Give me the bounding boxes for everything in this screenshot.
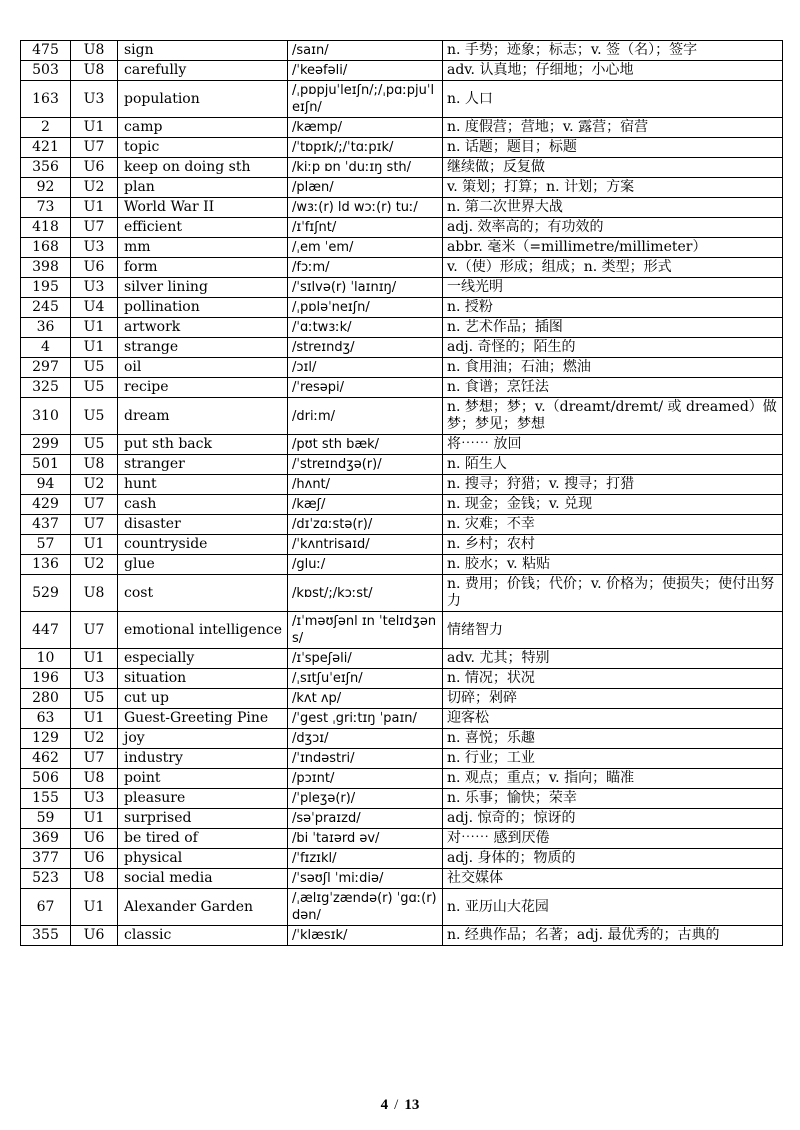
definition: 将⋯⋯ 放回 [443, 435, 783, 455]
definition: n. 话题；题目；标题 [443, 138, 783, 158]
entry-number: 377 [21, 849, 71, 869]
word: pollination [118, 298, 288, 318]
phonetic: /bi ˈtaɪərd əv/ [288, 829, 443, 849]
word: population [118, 81, 288, 118]
unit-label: U8 [71, 575, 118, 612]
word: especially [118, 649, 288, 669]
word: put sth back [118, 435, 288, 455]
phonetic: /plæn/ [288, 178, 443, 198]
definition: adj. 身体的；物质的 [443, 849, 783, 869]
word: point [118, 769, 288, 789]
phonetic: /ˈfɪzɪkl/ [288, 849, 443, 869]
unit-label: U1 [71, 535, 118, 555]
entry-number: 369 [21, 829, 71, 849]
definition: n. 现金；金钱；v. 兑现 [443, 495, 783, 515]
entry-number: 506 [21, 769, 71, 789]
unit-label: U1 [71, 709, 118, 729]
word: social media [118, 869, 288, 889]
definition: n. 灾难；不幸 [443, 515, 783, 535]
table-row [21, 495, 783, 515]
entry-number: 462 [21, 749, 71, 769]
vocabulary-page [20, 40, 782, 946]
definition: 社交媒体 [443, 869, 783, 889]
word: artwork [118, 318, 288, 338]
unit-label: U8 [71, 455, 118, 475]
unit-label: U3 [71, 81, 118, 118]
definition: n. 乐事；愉快；荣幸 [443, 789, 783, 809]
definition: abbr. 毫米（=millimetre/millimeter） [443, 238, 783, 258]
entry-number: 523 [21, 869, 71, 889]
definition: n. 度假营；营地；v. 露营；宿营 [443, 118, 783, 138]
entry-number: 356 [21, 158, 71, 178]
entry-number: 299 [21, 435, 71, 455]
table-row [21, 535, 783, 555]
table-row [21, 926, 783, 946]
unit-label: U8 [71, 61, 118, 81]
phonetic: /dɪˈzɑːstə(r)/ [288, 515, 443, 535]
phonetic: /ˈsɪlvə(r) ˈlaɪnɪŋ/ [288, 278, 443, 298]
table-row [21, 789, 783, 809]
entry-number: 10 [21, 649, 71, 669]
word: World War II [118, 198, 288, 218]
phonetic: /kæmp/ [288, 118, 443, 138]
unit-label: U5 [71, 378, 118, 398]
definition: 对⋯⋯ 感到厌倦 [443, 829, 783, 849]
table-row [21, 81, 783, 118]
unit-label: U3 [71, 789, 118, 809]
vocabulary-table [20, 40, 783, 946]
unit-label: U8 [71, 41, 118, 61]
entry-number: 73 [21, 198, 71, 218]
phonetic: /kæʃ/ [288, 495, 443, 515]
table-row [21, 889, 783, 926]
definition: n. 人口 [443, 81, 783, 118]
table-row [21, 378, 783, 398]
word: joy [118, 729, 288, 749]
unit-label: U6 [71, 158, 118, 178]
word: camp [118, 118, 288, 138]
definition: n. 费用；价钱；代价；v. 价格为；使损失；使付出努力 [443, 575, 783, 612]
table-row [21, 158, 783, 178]
word: classic [118, 926, 288, 946]
definition: n. 手势；迹象；标志；v. 签（名）；签字 [443, 41, 783, 61]
entry-number: 63 [21, 709, 71, 729]
phonetic: /ˈresəpi/ [288, 378, 443, 398]
unit-label: U6 [71, 926, 118, 946]
phonetic: /gluː/ [288, 555, 443, 575]
table-row [21, 178, 783, 198]
phonetic: /ˈɪndəstri/ [288, 749, 443, 769]
word: mm [118, 238, 288, 258]
table-row [21, 61, 783, 81]
definition: n. 梦想；梦；v.（dreamt/dremt/ 或 dreamed）做梦；梦见；梦想 [443, 398, 783, 435]
entry-number: 36 [21, 318, 71, 338]
unit-label: U7 [71, 495, 118, 515]
phonetic: /dʒɔɪ/ [288, 729, 443, 749]
entry-number: 297 [21, 358, 71, 378]
table-row [21, 729, 783, 749]
word: keep on doing sth [118, 158, 288, 178]
definition: n. 陌生人 [443, 455, 783, 475]
definition: n. 授粉 [443, 298, 783, 318]
entry-number: 447 [21, 612, 71, 649]
page-separator: / [394, 1097, 399, 1113]
phonetic: /kɒst/;/kɔːst/ [288, 575, 443, 612]
definition: n. 胶水；v. 粘贴 [443, 555, 783, 575]
entry-number: 503 [21, 61, 71, 81]
table-row [21, 435, 783, 455]
table-row [21, 829, 783, 849]
table-row [21, 612, 783, 649]
word: silver lining [118, 278, 288, 298]
phonetic: /pʊt sth bæk/ [288, 435, 443, 455]
phonetic: /ˈɑːtwɜːk/ [288, 318, 443, 338]
page-number: 4 [380, 1097, 389, 1113]
unit-label: U1 [71, 118, 118, 138]
unit-label: U2 [71, 475, 118, 495]
unit-label: U1 [71, 889, 118, 926]
table-row [21, 809, 783, 829]
definition: n. 艺术作品；插图 [443, 318, 783, 338]
phonetic: /ɪˈfɪʃnt/ [288, 218, 443, 238]
word: emotional intelligence [118, 612, 288, 649]
phonetic: /ˈsəʊʃl ˈmiːdiə/ [288, 869, 443, 889]
phonetic: /pɔɪnt/ [288, 769, 443, 789]
definition: n. 喜悦；乐趣 [443, 729, 783, 749]
word: glue [118, 555, 288, 575]
table-row [21, 358, 783, 378]
entry-number: 421 [21, 138, 71, 158]
unit-label: U3 [71, 238, 118, 258]
unit-label: U3 [71, 669, 118, 689]
unit-label: U5 [71, 435, 118, 455]
phonetic: /səˈpraɪzd/ [288, 809, 443, 829]
phonetic: /wɜː(r) ld wɔː(r) tuː/ [288, 198, 443, 218]
unit-label: U4 [71, 298, 118, 318]
definition: n. 食用油；石油；燃油 [443, 358, 783, 378]
unit-label: U8 [71, 769, 118, 789]
word: efficient [118, 218, 288, 238]
page-total: 13 [404, 1097, 420, 1113]
definition: 一线光明 [443, 278, 783, 298]
table-row [21, 198, 783, 218]
table-row [21, 769, 783, 789]
table-row [21, 41, 783, 61]
unit-label: U7 [71, 138, 118, 158]
definition: n. 亚历山大花园 [443, 889, 783, 926]
unit-label: U7 [71, 218, 118, 238]
definition: n. 观点；重点；v. 指向；瞄准 [443, 769, 783, 789]
phonetic: /ˈgest ˌgriːtɪŋ ˈpaɪn/ [288, 709, 443, 729]
table-row [21, 278, 783, 298]
word: sign [118, 41, 288, 61]
definition: adj. 效率高的；有功效的 [443, 218, 783, 238]
entry-number: 67 [21, 889, 71, 926]
table-row [21, 258, 783, 278]
table-row [21, 709, 783, 729]
word: pleasure [118, 789, 288, 809]
table-row [21, 338, 783, 358]
phonetic: /ˈkeəfəli/ [288, 61, 443, 81]
definition: 切碎；剁碎 [443, 689, 783, 709]
definition: adv. 尤其；特别 [443, 649, 783, 669]
word: cash [118, 495, 288, 515]
entry-number: 57 [21, 535, 71, 555]
table-row [21, 869, 783, 889]
unit-label: U1 [71, 338, 118, 358]
phonetic: /ˌem ˈem/ [288, 238, 443, 258]
phonetic: /ˌpɒləˈneɪʃn/ [288, 298, 443, 318]
definition: n. 搜寻；狩猎；v. 搜寻；打猎 [443, 475, 783, 495]
entry-number: 325 [21, 378, 71, 398]
entry-number: 59 [21, 809, 71, 829]
definition: 迎客松 [443, 709, 783, 729]
table-row [21, 318, 783, 338]
word: be tired of [118, 829, 288, 849]
phonetic: /ˈpleʒə(r)/ [288, 789, 443, 809]
table-row [21, 118, 783, 138]
table-row [21, 749, 783, 769]
phonetic: /ɪˈməʊʃənl ɪn ˈtelɪdʒəns/ [288, 612, 443, 649]
unit-label: U7 [71, 515, 118, 535]
word: stranger [118, 455, 288, 475]
word: industry [118, 749, 288, 769]
entry-number: 310 [21, 398, 71, 435]
unit-label: U5 [71, 358, 118, 378]
phonetic: /streɪndʒ/ [288, 338, 443, 358]
unit-label: U2 [71, 729, 118, 749]
word: oil [118, 358, 288, 378]
phonetic: /ˌsɪtʃuˈeɪʃn/ [288, 669, 443, 689]
word: carefully [118, 61, 288, 81]
word: dream [118, 398, 288, 435]
entry-number: 129 [21, 729, 71, 749]
entry-number: 280 [21, 689, 71, 709]
table-row [21, 138, 783, 158]
entry-number: 94 [21, 475, 71, 495]
entry-number: 475 [21, 41, 71, 61]
entry-number: 196 [21, 669, 71, 689]
table-row [21, 218, 783, 238]
entry-number: 429 [21, 495, 71, 515]
unit-label: U7 [71, 749, 118, 769]
definition: v.（使）形成；组成；n. 类型；形式 [443, 258, 783, 278]
word: cut up [118, 689, 288, 709]
word: recipe [118, 378, 288, 398]
unit-label: U1 [71, 198, 118, 218]
table-row [21, 515, 783, 535]
table-row [21, 555, 783, 575]
entry-number: 355 [21, 926, 71, 946]
unit-label: U1 [71, 649, 118, 669]
definition: n. 食谱；烹饪法 [443, 378, 783, 398]
definition: 继续做；反复做 [443, 158, 783, 178]
phonetic: /kiːp ɒn ˈduːɪŋ sth/ [288, 158, 443, 178]
definition: v. 策划；打算；n. 计划；方案 [443, 178, 783, 198]
definition: n. 经典作品；名著；adj. 最优秀的；古典的 [443, 926, 783, 946]
word: topic [118, 138, 288, 158]
phonetic: /ɪˈspeʃəli/ [288, 649, 443, 669]
word: hunt [118, 475, 288, 495]
table-row [21, 455, 783, 475]
phonetic: /ˈkʌntrisaɪd/ [288, 535, 443, 555]
unit-label: U5 [71, 398, 118, 435]
entry-number: 163 [21, 81, 71, 118]
table-row [21, 689, 783, 709]
unit-label: U6 [71, 829, 118, 849]
phonetic: /hʌnt/ [288, 475, 443, 495]
word: strange [118, 338, 288, 358]
unit-label: U7 [71, 612, 118, 649]
unit-label: U1 [71, 318, 118, 338]
definition: n. 乡村；农村 [443, 535, 783, 555]
unit-label: U1 [71, 809, 118, 829]
phonetic: /ˌælɪgˈzændə(r) ˈgɑː(r) dən/ [288, 889, 443, 926]
phonetic: /driːm/ [288, 398, 443, 435]
word: cost [118, 575, 288, 612]
entry-number: 136 [21, 555, 71, 575]
entry-number: 4 [21, 338, 71, 358]
word: situation [118, 669, 288, 689]
table-row [21, 238, 783, 258]
entry-number: 529 [21, 575, 71, 612]
table-row [21, 649, 783, 669]
entry-number: 92 [21, 178, 71, 198]
entry-number: 245 [21, 298, 71, 318]
definition: adj. 奇怪的；陌生的 [443, 338, 783, 358]
phonetic: /ˈstreɪndʒə(r)/ [288, 455, 443, 475]
table-row [21, 575, 783, 612]
unit-label: U2 [71, 178, 118, 198]
definition: n. 第二次世界大战 [443, 198, 783, 218]
definition: n. 情况；状况 [443, 669, 783, 689]
entry-number: 155 [21, 789, 71, 809]
word: Guest-Greeting Pine [118, 709, 288, 729]
entry-number: 168 [21, 238, 71, 258]
table-row [21, 298, 783, 318]
entry-number: 2 [21, 118, 71, 138]
word: Alexander Garden [118, 889, 288, 926]
phonetic: /ˈklæsɪk/ [288, 926, 443, 946]
entry-number: 501 [21, 455, 71, 475]
phonetic: /fɔːm/ [288, 258, 443, 278]
entry-number: 398 [21, 258, 71, 278]
definition: 情绪智力 [443, 612, 783, 649]
table-row [21, 669, 783, 689]
vocabulary-table-body [21, 41, 783, 946]
definition: n. 行业；工业 [443, 749, 783, 769]
entry-number: 437 [21, 515, 71, 535]
unit-label: U6 [71, 849, 118, 869]
word: form [118, 258, 288, 278]
entry-number: 418 [21, 218, 71, 238]
definition: adv. 认真地；仔细地；小心地 [443, 61, 783, 81]
unit-label: U2 [71, 555, 118, 575]
page-footer [0, 1097, 800, 1114]
entry-number: 195 [21, 278, 71, 298]
table-row [21, 398, 783, 435]
word: disaster [118, 515, 288, 535]
phonetic: /ˈtɒpɪk/;/ˈtɑːpɪk/ [288, 138, 443, 158]
word: plan [118, 178, 288, 198]
word: surprised [118, 809, 288, 829]
unit-label: U3 [71, 278, 118, 298]
unit-label: U6 [71, 258, 118, 278]
table-row [21, 475, 783, 495]
phonetic: /kʌt ʌp/ [288, 689, 443, 709]
phonetic: /ɔɪl/ [288, 358, 443, 378]
word: physical [118, 849, 288, 869]
definition: adj. 惊奇的；惊讶的 [443, 809, 783, 829]
phonetic: /ˌpɒpjuˈleɪʃn/;/ˌpɑːpjuˈleɪʃn/ [288, 81, 443, 118]
unit-label: U8 [71, 869, 118, 889]
phonetic: /saɪn/ [288, 41, 443, 61]
unit-label: U5 [71, 689, 118, 709]
table-row [21, 849, 783, 869]
word: countryside [118, 535, 288, 555]
